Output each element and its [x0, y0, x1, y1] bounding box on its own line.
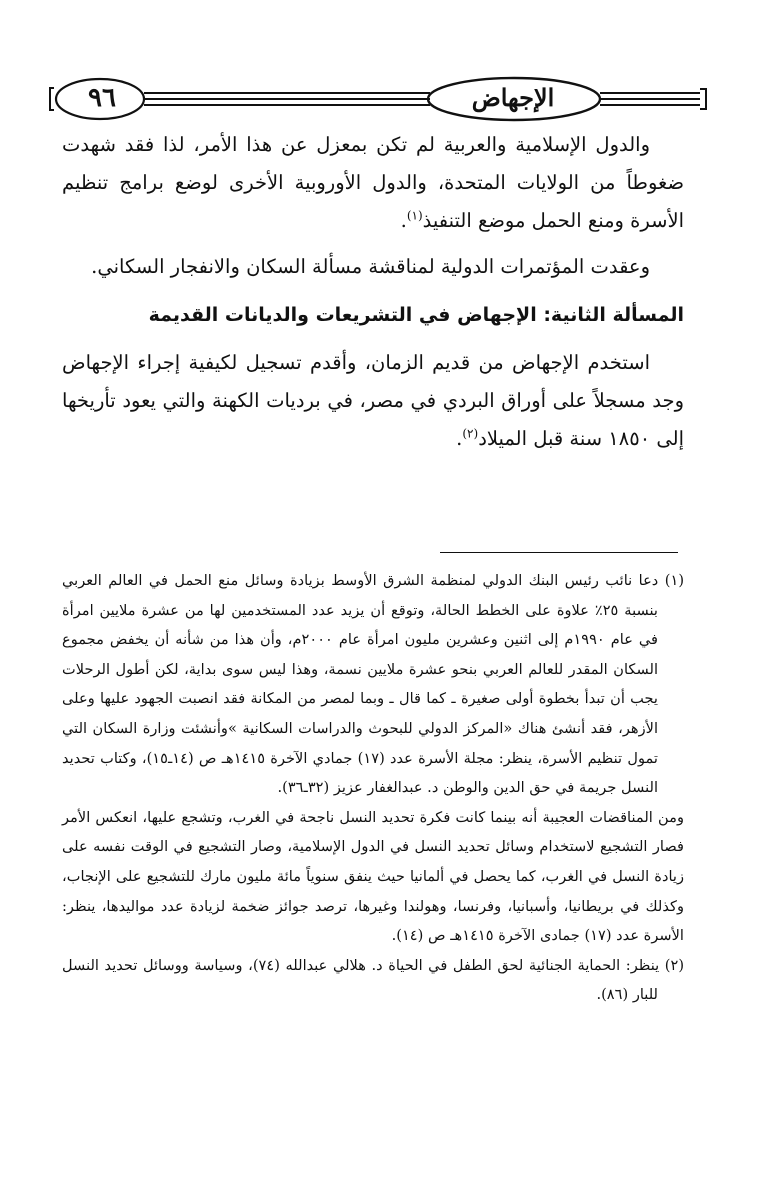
- paragraph-1-end: .: [400, 209, 407, 232]
- footnote-ref-2: (٢): [462, 426, 479, 441]
- paragraph-3-text: استخدم الإجهاض من قديم الزمان، وأقدم تسجيل لكيفية إجراء الإجهاض وجد مسجلاً على أوراق البردي في مصر، في برديات الكهنة والتي يعود تأريخها إلى ١٨٥٠ سنة قبل الميلاد: [62, 351, 684, 450]
- footnotes: [62, 566, 684, 1010]
- page-number: ٩٦: [88, 83, 116, 113]
- paragraph-1: [62, 126, 684, 240]
- running-header: [48, 68, 708, 130]
- footnote-2-number: (٢): [664, 956, 685, 974]
- footnote-1-text: دعا نائب رئيس البنك الدولي لمنظمة الشرق الأوسط بزيادة وسائل منع الحمل في العالم العربي بنسبة ٢٥٪ علاوة على الخطط الحالة، وتوقع أن يزيد عدد المستخدمين لها من عشرة ملايين امرأة في عام ١٩٩٠م إلى اثنين وعشرين مليون امرأة عام ٢٠٠٠م، وأن هذا من شأنه أن يخفض مجموع السكان المقدر للعالم العربي بنحو عشرة ملايين نسمة، وهذا ليس سوى بداية، لكن أطول الرحلات يجب أن تبدأ بخطوة أولى صغيرة ـ كما قال ـ وبما لمصر من المكانة فقد انصبت الجهود عليها وعلى الأزهر، فقد أنشئ هناك «المركز الدولي للبحوث والدراسات السكانية »وأنشئت وزارة السكان التي تمول تنظيم الأسرة، ينظر: مجلة الأسرة عدد (١٧) جمادي الآخرة ١٤١٥هـ ص (١٤ـ١٥)، وكتاب تحديد النسل جريمة في حق الدين والوطن د. عبدالغفار عزيز (٣٢ـ٣٦).: [62, 572, 659, 797]
- paragraph-2: وعقدت المؤتمرات الدولية لمناقشة مسألة السكان والانفجار السكاني.: [91, 255, 650, 278]
- paragraph-1-text: والدول الإسلامية والعربية لم تكن بمعزل عن هذا الأمر، لذا فقد شهدت ضغوطاً من الولايات المتحدة، والدول الأوروبية الأخرى لوضع برامج تنظيم الأسرة ومنع الحمل موضع التنفيذ: [62, 133, 684, 232]
- running-title: الإجهاض: [471, 83, 555, 112]
- paragraph-3-end: .: [456, 427, 463, 450]
- section-heading: المسألة الثانية: الإجهاض في التشريعات والديانات القديمة: [148, 304, 684, 326]
- footnote-1: [62, 566, 684, 803]
- footnote-ref-1: (١): [406, 208, 423, 223]
- main-text: [62, 126, 684, 458]
- footnote-1-number: (١): [664, 572, 685, 589]
- header-ornament: [48, 68, 708, 130]
- footnote-2-text: ينظر: الحماية الجنائية لحق الطفل في الحياة د. هلالي عبدالله (٧٤)، وسياسة ووسائل تحديد النسل للبار (٨٦).: [62, 956, 660, 1004]
- footnote-2: [62, 951, 684, 1010]
- footnote-1-continuation: ومن المناقضات العجيبة أنه بينما كانت فكرة تحديد النسل ناجحة في الغرب، وتشجع عليها، انعكس الأمر فصار التشجيع لاستخدام وسائل تحديد النسل في الدول الإسلامية، وصار التشجيع في الوقت نفسه على زيادة النسل في الغرب، كما يحصل في ألمانيا حيث ينفق سنوياً مائة مليون مارك للتشجيع على الإنجاب، وكذلك في بريطانيا، وأسبانيا، وفرنسا، وهولندا وغيرها، ترصد جوائز ضخمة لزيادة عدد مواليدها، ينظر: الأسرة عدد (١٧) جمادى الآخرة ١٤١٥هـ ص (١٤).: [62, 808, 684, 945]
- footnote-separator: [440, 552, 678, 553]
- paragraph-3: [62, 344, 684, 458]
